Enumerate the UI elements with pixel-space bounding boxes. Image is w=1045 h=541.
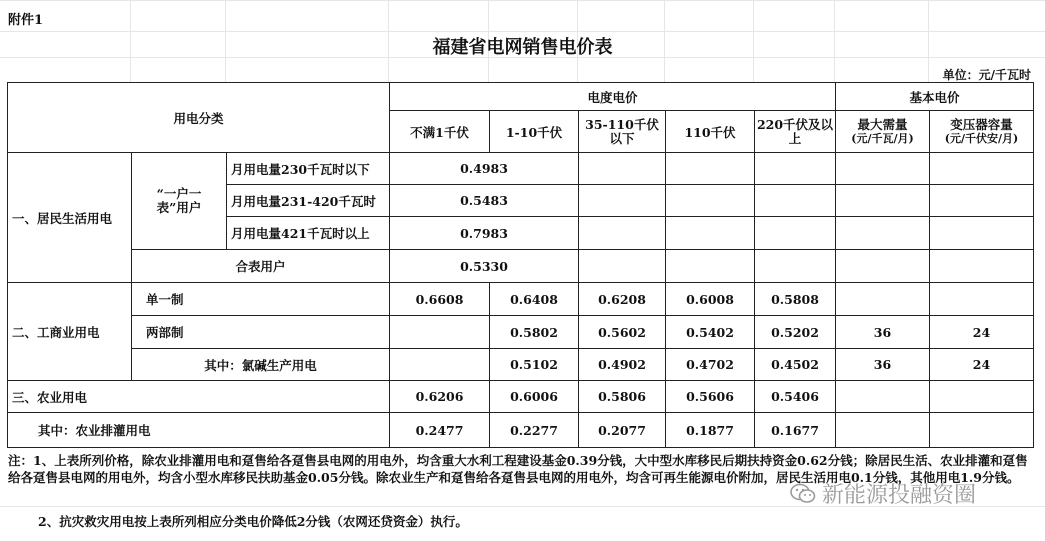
price-cell: 0.5806	[579, 381, 666, 413]
price-cell	[390, 316, 490, 349]
price-cell: 0.1677	[755, 413, 836, 448]
header-max-demand-label: 最大需量	[857, 116, 908, 132]
price-cell: 0.2077	[579, 413, 666, 448]
price-cell: 0.5602	[579, 316, 666, 349]
gridline	[0, 31, 1045, 32]
two-part-tariff-label: 两部制	[132, 316, 390, 349]
price-cell: 0.5606	[666, 381, 755, 413]
header-basic-price: 基本电价	[836, 83, 1034, 111]
chlor-alkali-label: 其中：氯碱生产用电	[132, 349, 390, 381]
price-cell: 0.5802	[490, 316, 579, 349]
tier-price: 0.4983	[390, 153, 579, 185]
header-capacity-label: 变压器容量	[950, 116, 1013, 132]
max-demand-cell: 36	[836, 316, 930, 349]
footnote-1: 注：1、上表所列价格，除农业排灌用电和趸售给各趸售县电网的用电外，均含重大水利工程建设基金0.39分钱，大中型水库移民后期扶持资金0.62分钱；除居民生活、农业排灌和趸售给各趸售县电网的用电外，均含小型水库移民扶助基金0.05分钱。除农业生产和趸售给各趸售县电网的用电外，均含可再生能源电价附加，居民生活用电0.1分钱，其他用电1.9分钱。	[8, 453, 1028, 485]
price-cell: 0.2277	[490, 413, 579, 448]
single-tariff-label: 单一制	[132, 283, 390, 316]
price-cell: 0.5406	[755, 381, 836, 413]
tier-label: 月用电量230千瓦时以下	[227, 153, 390, 185]
price-cell	[390, 349, 490, 381]
price-cell: 0.1877	[666, 413, 755, 448]
category-agriculture: 三、农业用电	[8, 381, 390, 413]
price-cell: 0.5102	[490, 349, 579, 381]
price-cell: 0.6006	[490, 381, 579, 413]
tier-label: 月用电量421千瓦时以上	[227, 217, 390, 250]
price-cell: 0.6608	[390, 283, 490, 316]
header-max-demand	[836, 111, 930, 153]
price-cell: 0.5402	[666, 316, 755, 349]
header-col-2: 1-10千伏	[490, 111, 579, 153]
one-meter-users: “一户一表”用户	[132, 153, 227, 250]
tier-price: 0.7983	[390, 217, 579, 250]
price-cell: 0.6008	[666, 283, 755, 316]
footnote-2: 2、抗灾救灾用电按上表所列相应分类电价降低2分钱（农网还贷资金）执行。	[38, 514, 468, 529]
header-max-demand-unit: (元/千瓦/月)	[851, 131, 914, 145]
header-col-3: 35-110千伏以下	[579, 111, 666, 153]
unit-label: 单位：元/千瓦时	[942, 68, 1031, 82]
irrigation-label: 其中：农业排灌用电	[8, 413, 390, 448]
attachment-label: 附件1	[8, 13, 44, 28]
header-category: 用电分类	[8, 83, 390, 153]
price-cell: 0.5202	[755, 316, 836, 349]
watermark	[790, 478, 976, 509]
price-cell: 0.2477	[390, 413, 490, 448]
price-cell: 0.6206	[390, 381, 490, 413]
header-col-5: 220千伏及以上	[755, 111, 836, 153]
combined-price: 0.5330	[390, 250, 579, 283]
wechat-icon	[790, 483, 816, 505]
price-cell: 0.6208	[579, 283, 666, 316]
price-cell: 0.4502	[755, 349, 836, 381]
header-transformer-capacity	[930, 111, 1034, 153]
gridline	[0, 0, 1045, 1]
category-industrial: 二、工商业用电	[8, 283, 132, 381]
page-title: 福建省电网销售电价表	[432, 37, 613, 58]
category-residential: 一、居民生活用电	[8, 153, 132, 283]
price-cell: 0.4902	[579, 349, 666, 381]
price-table	[7, 82, 1034, 448]
capacity-cell: 24	[930, 349, 1034, 381]
max-demand-cell: 36	[836, 349, 930, 381]
capacity-cell: 24	[930, 316, 1034, 349]
combined-users: 合表用户	[132, 250, 390, 283]
tier-price: 0.5483	[390, 185, 579, 217]
price-cell: 0.6408	[490, 283, 579, 316]
price-cell: 0.5808	[755, 283, 836, 316]
header-col-4: 110千伏	[666, 111, 755, 153]
header-col-1: 不满1千伏	[390, 111, 490, 153]
price-cell: 0.4702	[666, 349, 755, 381]
header-energy-price: 电度电价	[390, 83, 836, 111]
watermark-text: 新能源投融资圈	[822, 483, 977, 508]
tier-label: 月用电量231-420千瓦时	[227, 185, 390, 217]
header-capacity-unit: (元/千伏安/月)	[944, 131, 1019, 145]
